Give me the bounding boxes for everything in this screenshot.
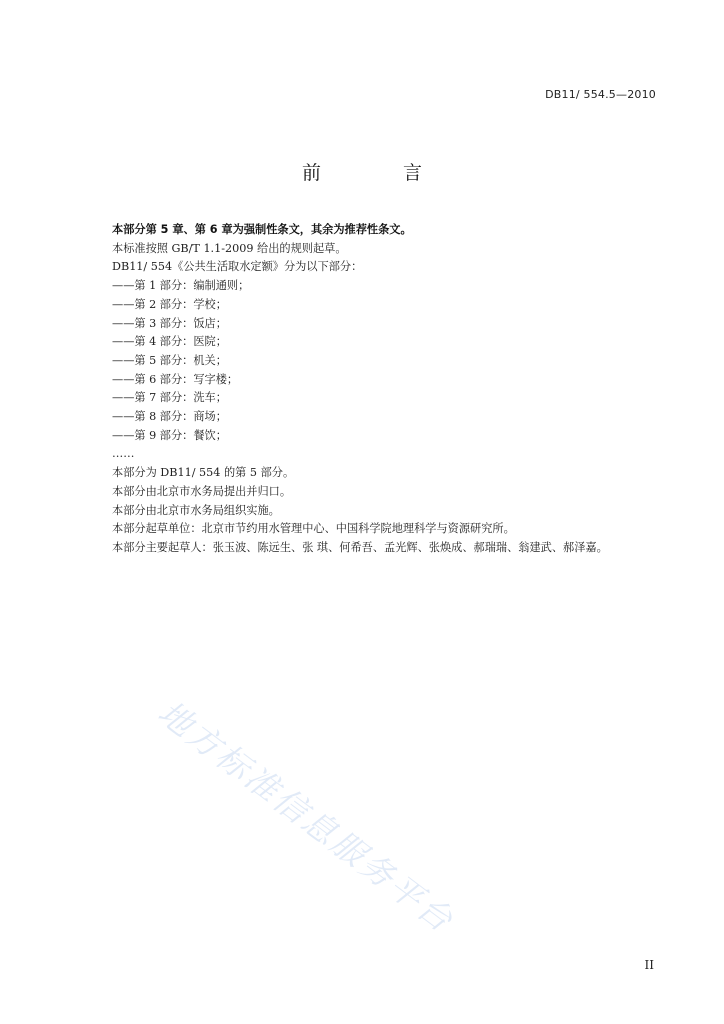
watermark: 地方标准信息服务平台 xyxy=(150,692,462,941)
drafting-units: 本部分起草单位：北京市节约用水管理中心、中国科学院地理科学与资源研究所。 xyxy=(112,522,515,536)
part-list-item: ——第 9 部分：餐饮； xyxy=(112,428,227,442)
document-code: DB11/ 554.5—2010 xyxy=(545,88,656,101)
mandatory-clause-statement: 本部分第 5 章、第 6 章为强制性条文，其余为推荐性条文。 xyxy=(112,223,412,236)
part-list-item: ——第 7 部分：洗车； xyxy=(112,391,227,405)
part-list-item: ——第 6 部分：写字楼； xyxy=(112,372,239,386)
page-title: 前 言 xyxy=(301,162,461,184)
part-list-item: ——第 4 部分：医院； xyxy=(112,335,227,349)
part-list-item: ——第 8 部分：商场； xyxy=(112,410,227,424)
part-designation: 本部分为 DB11/ 554 的第 5 部分。 xyxy=(112,466,295,480)
foreword-body xyxy=(88,221,660,558)
page-number: II xyxy=(644,958,654,972)
part-list-item: ——第 5 部分：机关； xyxy=(112,353,227,367)
parts-intro: DB11/ 554《公共生活取水定额》分为以下部分： xyxy=(112,260,363,274)
principal-drafters: 本部分主要起草人：张玉波、陈远生、张 琪、何希吾、孟光辉、张焕成、郝瑞瑞、翁建武、郝泽嘉。 xyxy=(112,540,608,554)
part-list-item: ——第 3 部分：饭店； xyxy=(112,316,227,330)
part-list-item: ——第 2 部分：学校； xyxy=(112,297,227,311)
part-list-ellipsis: …… xyxy=(112,447,135,461)
part-list-item: ——第 1 部分：编制通则； xyxy=(112,279,250,293)
proposer-statement: 本部分由北京市水务局提出并归口。 xyxy=(112,484,292,498)
drafting-rules-statement: 本标准按照 GB/T 1.1-2009 给出的规则起草。 xyxy=(112,241,347,255)
implementer-statement: 本部分由北京市水务局组织实施。 xyxy=(112,503,280,517)
